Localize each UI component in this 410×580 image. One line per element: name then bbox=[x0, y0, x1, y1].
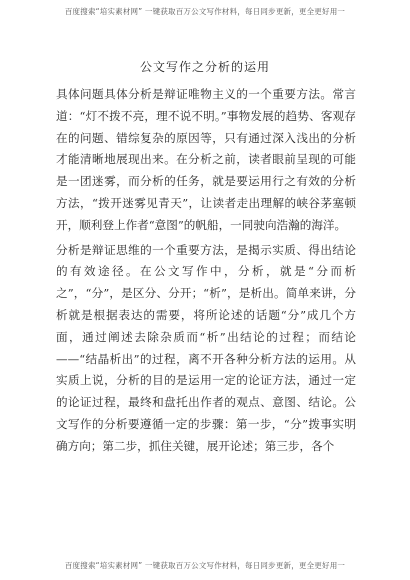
header-banner: 百度搜索“培实素材网” 一键获取百万公文写作材料，每日同步更新，更全更好用一 bbox=[64, 7, 346, 16]
document-title: 公文写作之分析的运用 bbox=[139, 60, 270, 74]
footer-banner: 百度搜索“培实素材网” 一键获取百万公文写作材料，每日同步更新，更全更好用一 bbox=[64, 561, 346, 570]
paragraph-2: 分析是辩证思维的一个重要方法，是揭示实质、得出结论的有效途径。在公文写作中，分析，就是“分而析之”，“分”，是区分、分开；“析”，是析出。简单来讲，分析就是根据表达的需要，将所论述的话题“分”成几个方面，通过阐述去除杂质而“析”出结论的过程；而结论——“结晶析出”的过程，离不开各种分析方法的运用。从实质上说，分析的目的是运用一定的论证方法，通过一定的论证过程，最终和盘托出作者的观点、意图、结论。公文写作的分析要遵循一定的步骤：第一步，“分”拨事实明确方向；第二步，抓住关键，展开论述；第三步，各个 bbox=[56, 242, 356, 453]
document-body bbox=[56, 84, 356, 458]
paragraph-1: 具体问题具体分析是辩证唯物主义的一个重要方法。常言道：“灯不拨不亮，理不说不明。”事物发展的趋势、客观存在的问题、错综复杂的原因等，只有通过深入浅出的分析才能清晰地展现出来。在分析之前，读者眼前呈现的可能是一团迷雾，而分析的任务，就是要运用行之有效的分析方法，“拨开迷雾见青天”，让读者走出理解的峡谷茅塞顿开，顺利登上作者“意图”的帆船，一同驶向浩瀚的海洋。 bbox=[56, 87, 356, 232]
